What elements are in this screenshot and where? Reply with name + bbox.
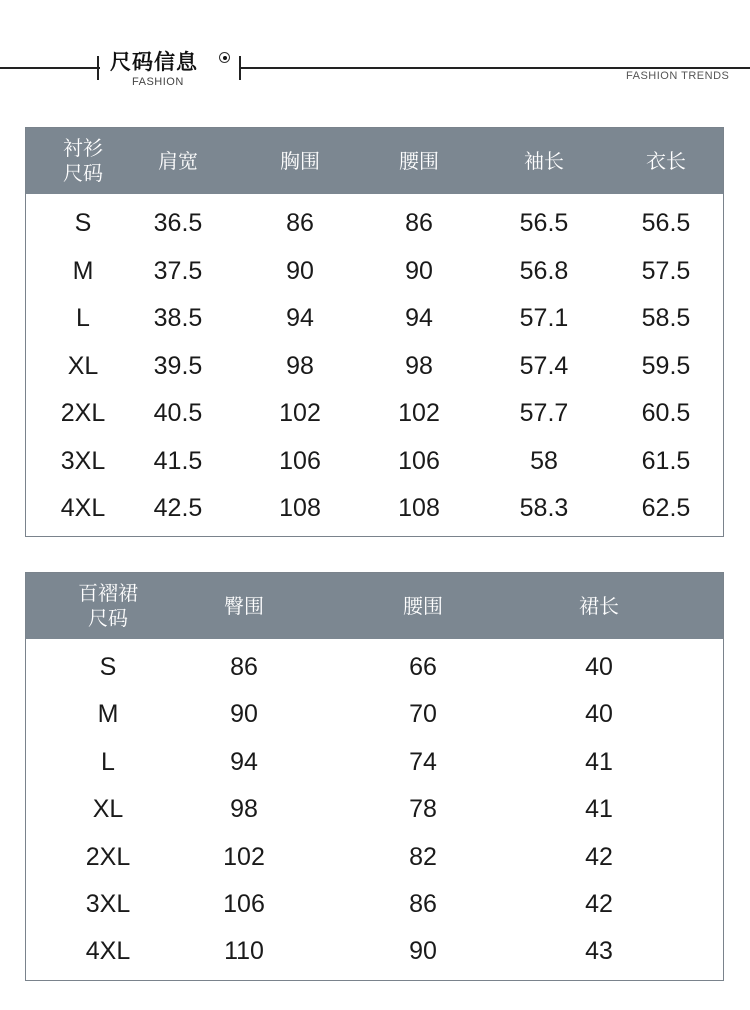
header-rule-left	[0, 67, 100, 69]
skirt-header-cell: 腰围	[403, 593, 443, 618]
shirt-measure-cell: 59.5	[641, 351, 691, 380]
shirt-measure-cell: 56.8	[519, 256, 569, 285]
skirt-measure-cell: 110	[224, 937, 264, 966]
skirt-measure-cell: 42	[585, 890, 613, 918]
shirt-measure-cell: 102	[279, 399, 321, 427]
skirt-measure-cell: 102	[223, 842, 265, 871]
shirt-measure-cell: 61.5	[641, 446, 691, 475]
skirt-table-row	[26, 786, 723, 833]
skirt-measure-cell: 66	[409, 653, 437, 681]
shirt-table-row	[26, 485, 723, 532]
bullet-dot-icon	[219, 52, 230, 63]
shirt-table-row	[26, 200, 723, 247]
skirt-measure-cell: 90	[230, 700, 258, 729]
shirt-measure-cell: 86	[286, 209, 314, 237]
skirt-measure-cell: 86	[230, 653, 258, 681]
shirt-measure-cell: 41.5	[153, 446, 203, 475]
skirt-table-row	[26, 739, 723, 786]
skirt-table-row	[26, 928, 723, 975]
shirt-size-label: XL	[67, 351, 99, 380]
shirt-measure-cell: 90	[405, 256, 433, 285]
shirt-measure-cell: 36.5	[153, 209, 203, 237]
skirt-measure-cell: 106	[223, 890, 265, 918]
shirt-measure-cell: 90	[286, 256, 314, 285]
skirt-measure-cell: 43	[585, 937, 613, 966]
shirt-table-row	[26, 438, 723, 485]
skirt-measure-cell: 86	[409, 890, 437, 918]
shirt-measure-cell: 38.5	[153, 304, 203, 332]
shirt-table-row	[26, 390, 723, 437]
shirt-measure-cell: 37.5	[153, 256, 203, 285]
shirt-header-cell: 袖长	[524, 148, 564, 173]
shirt-measure-cell: 108	[279, 494, 321, 522]
skirt-table-row	[26, 881, 723, 928]
shirt-size-table	[25, 127, 724, 537]
shirt-measure-cell: 58	[530, 446, 558, 475]
shirt-measure-cell: 62.5	[641, 494, 691, 522]
skirt-measure-cell: 40	[585, 700, 613, 729]
shirt-measure-cell: 98	[286, 351, 314, 380]
skirt-size-label: L	[101, 747, 115, 776]
skirt-size-label: 3XL	[85, 890, 131, 918]
skirt-size-label: 2XL	[85, 842, 131, 871]
shirt-size-label: 3XL	[60, 446, 106, 475]
shirt-table-row	[26, 295, 723, 342]
shirt-size-label: S	[74, 209, 92, 237]
shirt-measure-cell: 58.5	[641, 304, 691, 332]
skirt-measure-cell: 78	[409, 795, 437, 824]
shirt-measure-cell: 106	[279, 446, 321, 475]
shirt-measure-cell: 57.5	[641, 256, 691, 285]
shirt-measure-cell: 94	[405, 304, 433, 332]
shirt-measure-cell: 86	[405, 209, 433, 237]
shirt-measure-cell: 58.3	[519, 494, 569, 522]
shirt-header-cell: 腰围	[399, 148, 439, 173]
shirt-measure-cell: 56.5	[641, 209, 691, 237]
header-rule-right	[239, 67, 750, 69]
shirt-measure-cell: 56.5	[519, 209, 569, 237]
skirt-size-label: S	[99, 653, 117, 681]
page-title: 尺码信息	[110, 50, 198, 74]
skirt-table-header	[26, 573, 723, 639]
shirt-table-header	[26, 128, 723, 194]
shirt-measure-cell: 106	[398, 446, 440, 475]
fashion-trends-label: FASHION TRENDS	[626, 70, 730, 82]
skirt-measure-cell: 40	[585, 653, 613, 681]
shirt-table-row	[26, 248, 723, 295]
skirt-measure-cell: 70	[409, 700, 437, 729]
shirt-header-cell: 衬衫 尺码	[63, 136, 103, 185]
shirt-header-cell: 衣长	[646, 148, 686, 173]
skirt-measure-cell: 94	[230, 747, 258, 776]
skirt-size-label: XL	[92, 795, 124, 824]
shirt-measure-cell: 57.4	[519, 351, 569, 380]
shirt-measure-cell: 57.7	[519, 399, 569, 427]
shirt-size-label: 4XL	[60, 494, 106, 522]
skirt-size-table	[25, 572, 724, 981]
header-tick-left	[97, 56, 99, 80]
shirt-measure-cell: 42.5	[153, 494, 203, 522]
skirt-measure-cell: 90	[409, 937, 437, 966]
skirt-table-row	[26, 834, 723, 881]
shirt-measure-cell: 98	[405, 351, 433, 380]
shirt-table-row	[26, 343, 723, 390]
skirt-measure-cell: 42	[585, 842, 613, 871]
shirt-measure-cell: 39.5	[153, 351, 203, 380]
shirt-measure-cell: 102	[398, 399, 440, 427]
page-header	[0, 0, 750, 110]
skirt-header-cell: 百褶裙 尺码	[78, 581, 138, 630]
skirt-measure-cell: 41	[585, 795, 613, 824]
skirt-measure-cell: 41	[585, 747, 613, 776]
shirt-header-cell: 肩宽	[158, 148, 198, 173]
shirt-size-label: 2XL	[60, 399, 106, 427]
skirt-table-row	[26, 691, 723, 738]
skirt-measure-cell: 82	[409, 842, 437, 871]
shirt-measure-cell: 60.5	[641, 399, 691, 427]
shirt-measure-cell: 57.1	[519, 304, 569, 332]
skirt-size-label: M	[97, 700, 119, 729]
skirt-header-cell: 臀围	[224, 593, 264, 618]
shirt-measure-cell: 40.5	[153, 399, 203, 427]
shirt-size-label: M	[72, 256, 94, 285]
skirt-header-cell: 裙长	[579, 593, 619, 618]
skirt-size-label: 4XL	[85, 937, 131, 966]
skirt-measure-cell: 98	[230, 795, 258, 824]
shirt-size-label: L	[76, 304, 90, 332]
skirt-measure-cell: 74	[409, 747, 437, 776]
skirt-table-row	[26, 644, 723, 691]
page-subtitle: FASHION	[132, 76, 184, 88]
shirt-measure-cell: 108	[398, 494, 440, 522]
shirt-measure-cell: 94	[286, 304, 314, 332]
shirt-header-cell: 胸围	[280, 148, 320, 173]
